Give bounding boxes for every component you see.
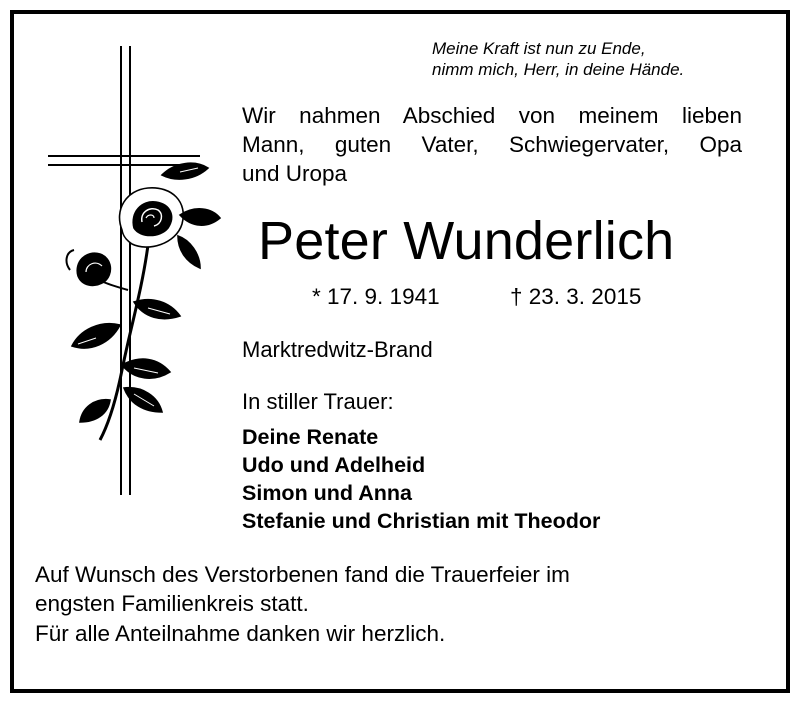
intro-line: Wir nahmen Abschied von meinem lieben: [242, 103, 742, 128]
verse-line: nimm mich, Herr, in deine Hände.: [432, 60, 685, 79]
intro-line: Mann, guten Vater, Schwiegervater, Opa: [242, 132, 742, 157]
mourner-name: Udo und Adelheid: [242, 453, 426, 477]
mourners-list: [242, 423, 600, 535]
deceased-name: Peter Wunderlich: [258, 211, 675, 271]
place-of-residence: Marktredwitz-Brand: [242, 337, 433, 362]
verse-line: Meine Kraft ist nun zu Ende,: [432, 39, 646, 58]
cross-rose-illustration: [30, 40, 230, 510]
rose-icon: [67, 163, 220, 440]
mourner-name: Stefanie und Christian mit Theodor: [242, 509, 601, 533]
verse-quote: [432, 38, 684, 80]
birth-date: * 17. 9. 1941: [312, 284, 440, 309]
thanks-line: Für alle Anteilnahme danken wir herzlich.: [35, 621, 446, 646]
mourner-name: Simon und Anna: [242, 481, 412, 505]
funeral-notice-line: Auf Wunsch des Verstorbenen fand die Trauerfeier im: [35, 562, 570, 587]
cross-icon: [48, 46, 200, 495]
intro-line: und Uropa: [242, 161, 348, 186]
funeral-notice: [35, 560, 570, 618]
funeral-notice-line: engsten Familienkreis statt.: [35, 591, 309, 616]
death-date: † 23. 3. 2015: [510, 284, 642, 309]
mourning-label: In stiller Trauer:: [242, 389, 394, 414]
mourner-name: Deine Renate: [242, 425, 379, 449]
intro-text: [242, 101, 742, 188]
